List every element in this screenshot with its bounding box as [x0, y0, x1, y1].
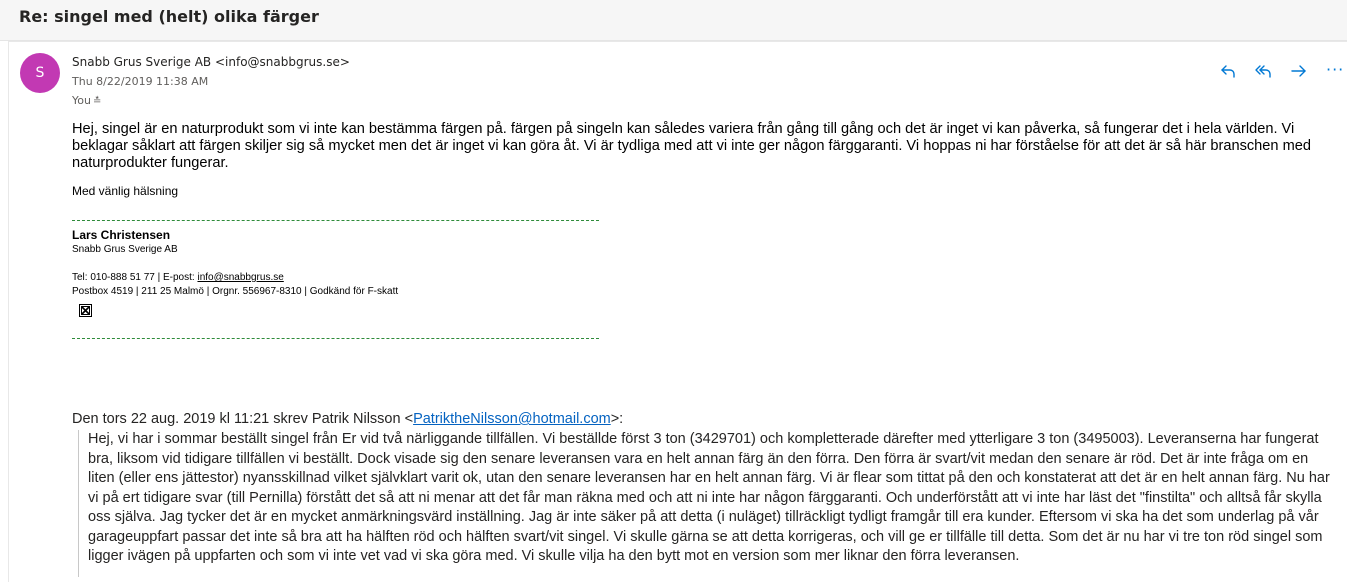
- signature-divider-top: [72, 220, 599, 221]
- quoted-header-suffix: >:: [610, 411, 624, 427]
- signature-company: Snabb Grus Sverige AB: [72, 244, 178, 255]
- signature-greeting: Med vänlig hälsning: [72, 184, 179, 198]
- subject-bar: [0, 0, 1347, 41]
- quote-bar: [78, 430, 79, 577]
- broken-image-icon: [79, 304, 92, 317]
- more-actions-button[interactable]: ···: [1326, 60, 1345, 79]
- signature-email-link[interactable]: info@snabbgrus.se: [197, 272, 284, 283]
- reply-all-button[interactable]: [1254, 62, 1272, 80]
- reply-icon: [1219, 62, 1237, 80]
- quoted-header-text: Den tors 22 aug. 2019 kl 11:21 skrev Patrik Nilsson <: [72, 411, 414, 427]
- quoted-body: Hej, vi har i sommar beställt singel från Er vid två närliggande tillfällen. Vi beställde först 3 ton (3429701) och kompletterade därefter med ytterligare 3 ton (3495003). Leveranserna har fungerat bra, liksom vid tidigare tillfällen vi beställt. Dock visade sig den senare leveransen vara en helt annan färg än den förra. Den förra är svart/vit medan den senare är röd. Det är inte fråga om en liten (eller ens jättestor) nyansskillnad vilket självklart varit ok, utan den senare leveransen har en helt annan färg. Vi är flear som tittat på den och konstaterat att det är en helt annan färg. Nu har vi på ert tidigare svar (till Pernilla) förstått det så att ni menar att det får man räkna med och att ni inte har någon färggaranti. Och underförstått att vi inte har läst det "finstilta" och alltså får skylla oss själva. Jag tycker det är en mycket anmärkningsvärd inställning. Jag är inte säker på att detta (i nuläget) tillräckligt tydligt framgår till era kunder. Eftersom vi ska ha det som underlag på vår garageuppfart passar det inte så bra att ha hälften röd och hälften svart/vit singel. Vi skulle gärna se att detta korrigeras, och vill ge er tillfälle till detta. Som det är nu har vi tre ton röd singel som ligger ivägen på uppfarten och som vi inte vet vad vi ska göra med. Vi skulle vilja ha den bytt mot en version som mer liknar den förra leveransen.: [88, 431, 1330, 564]
- forward-button[interactable]: [1290, 62, 1308, 80]
- signature-address: Postbox 4519 | 211 25 Malmö | Orgnr. 556967-8310 | Godkänd för F-skatt: [72, 286, 399, 297]
- signature-contact: [72, 272, 284, 283]
- avatar[interactable]: S: [20, 53, 60, 93]
- signature-contact-label: Tel: 010-888 51 77 | E-post:: [72, 272, 198, 283]
- quoted-header: [72, 411, 623, 427]
- reply-all-icon: [1254, 62, 1272, 80]
- reply-button[interactable]: [1219, 62, 1237, 80]
- recipient[interactable]: [72, 94, 101, 107]
- message-body: Hej, singel är en naturprodukt som vi inte kan bestämma färgen på. färgen på singeln kan således variera från gång till gång och det är inget vi kan påverka, så fungerar det i hela världen. Vi beklagar såklart att färgen skiljer sig så mycket men det är inget vi kan göra åt. Vi är tydliga med att vi inte ger någon färggaranti. Vi hoppas ni har förståelse för att det är så här branschen med naturprodukter fungerar.: [72, 121, 1311, 171]
- email-subject: Re: singel med (helt) olika färger: [19, 7, 319, 26]
- recipient-label: You: [72, 94, 91, 107]
- chevron-down-icon[interactable]: ≛: [92, 96, 102, 107]
- signature-name: Lars Christensen: [72, 228, 171, 242]
- forward-icon: [1290, 62, 1308, 80]
- sent-date: Thu 8/22/2019 11:38 AM: [72, 75, 209, 88]
- quoted-sender-email-link[interactable]: PatriktheNilsson@hotmail.com: [413, 411, 611, 427]
- signature-divider-bottom: [72, 338, 599, 339]
- sender-name[interactable]: Snabb Grus Sverige AB <info@snabbgrus.se>: [72, 55, 350, 69]
